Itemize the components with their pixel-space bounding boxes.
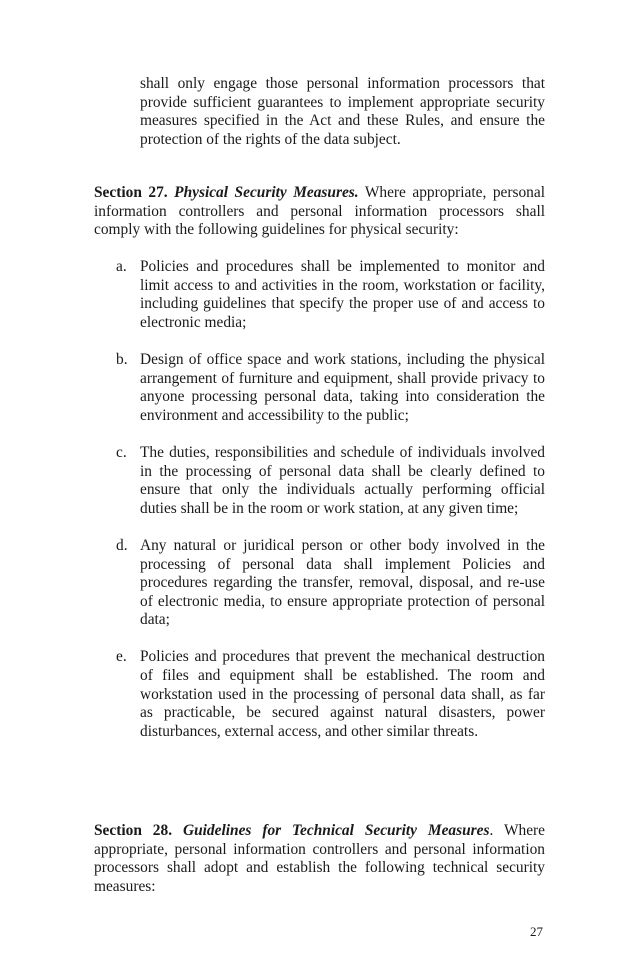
list-item-text: Design of office space and work stations, including the physical arrangement of furniture and equipment, shall provide privacy to anyone processing personal data, taking into consideration the environment and accessibility to the public;	[140, 350, 545, 424]
list-marker: b.	[116, 350, 128, 368]
list-item-b	[94, 351, 545, 425]
physical-security-guidelines-list	[94, 258, 545, 741]
section-28-label: Section 28.	[94, 822, 173, 839]
list-item-text: Policies and procedures that prevent the mechanical destruction of files and equipment shall be established. The room and workstation used in the processing of personal data shall, as far as practicable, be secured against natural disasters, power disturbances, external access, and other similar threats.	[140, 648, 545, 740]
section-28-paragraph	[94, 822, 545, 896]
section-28-title: Guidelines for Technical Security Measures	[182, 822, 490, 839]
section-28-body: . Where appropriate, personal information controllers and personal information processors shall adopt and establish the following technical security measures:	[94, 822, 545, 895]
list-item-text: Any natural or juridical person or other body involved in the processing of personal data shall implement Policies and procedures regarding the transfer, removal, disposal, and re-use of electronic media, to ensure appropriate protection of personal data;	[140, 536, 545, 629]
list-item-d	[94, 537, 545, 630]
list-item-text: Policies and procedures shall be implemented to monitor and limit access to and activities in the room, workstation or facility, including guidelines that specify the proper use of and access to electronic media;	[140, 258, 545, 331]
section-27-label: Section 27.	[94, 184, 168, 201]
list-item-a	[94, 258, 545, 332]
section-27-body: Where appropriate, personal information controllers and personal information processors shall comply with the following guidelines for physical security:	[94, 184, 545, 239]
list-item-e	[94, 648, 545, 741]
section-27-paragraph	[94, 184, 545, 240]
list-marker: a.	[116, 258, 127, 275]
page-number: 27	[530, 924, 543, 939]
continuation-paragraph: shall only engage those personal information processors that provide sufficient guarantees to implement appropriate security measures specified in the Act and these Rules, and ensure the protection of the rights of the data subject.	[140, 75, 545, 148]
list-item-text: The duties, responsibilities and schedule of individuals involved in the processing of personal data shall be clearly defined to ensure that only the individuals actually performing official duties shall be in the room or work station, at any given time;	[140, 443, 545, 517]
section-27-title: Physical Security Measures.	[174, 184, 359, 201]
list-marker: d.	[116, 536, 128, 554]
list-marker: e.	[116, 648, 127, 666]
list-item-c	[94, 444, 545, 518]
list-marker: c.	[116, 443, 127, 461]
